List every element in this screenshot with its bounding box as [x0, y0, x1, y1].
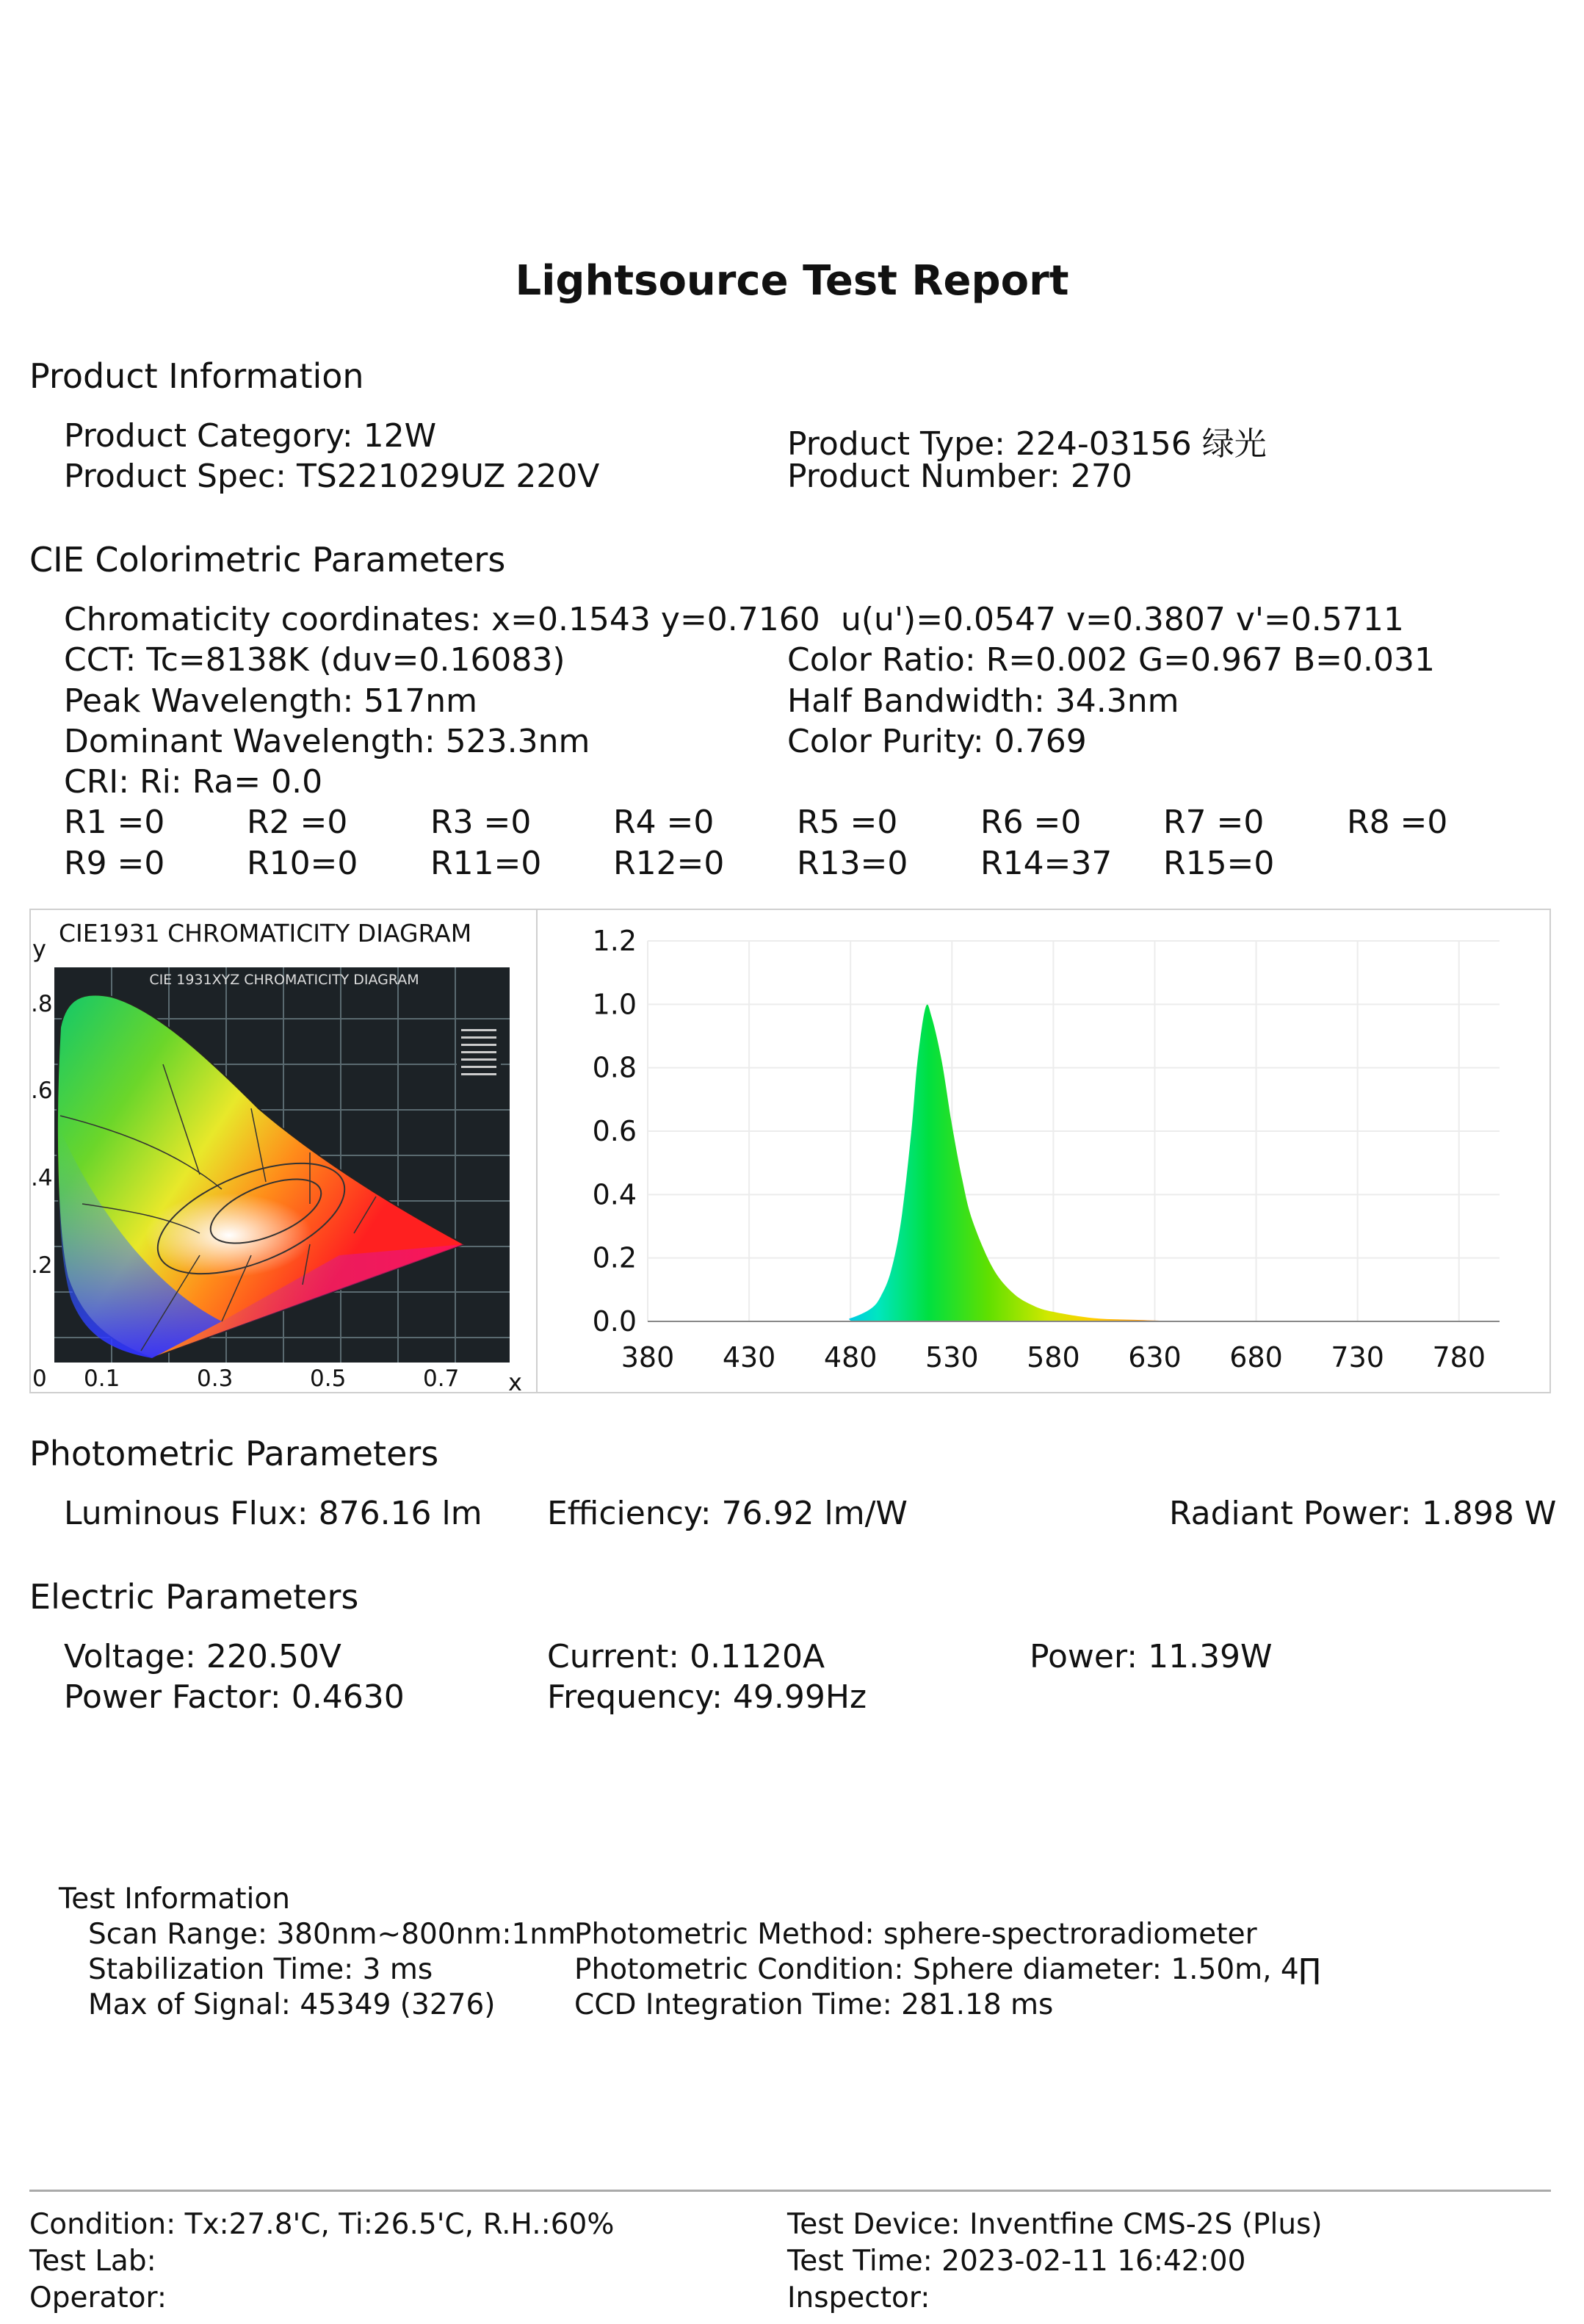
product-type: Product Type: 224-03156 绿光: [787, 425, 1267, 463]
white-point-region: [112, 1149, 391, 1288]
spectrum-curve: [648, 1005, 1500, 1321]
y-tick-label: 0.6: [592, 1115, 637, 1147]
cie-y-tick: .6: [31, 1078, 53, 1104]
footer-divider: [29, 2190, 1551, 2192]
r-value: R1 =0: [64, 804, 165, 841]
cie-y-tick: .8: [31, 991, 53, 1017]
x-tick-label: 480: [823, 1341, 878, 1374]
r-value: R3 =0: [430, 804, 532, 841]
footer-test-device: Test Device: Inventfine CMS-2S (Plus): [787, 2208, 1323, 2241]
cie-inner-title: CIE 1931XYZ CHROMATICITY DIAGRAM: [149, 972, 419, 988]
r-value: R14=37: [980, 845, 1113, 882]
footer-operator: Operator:: [29, 2281, 167, 2314]
cie-x-tick: 0.1: [84, 1365, 120, 1392]
cie-diagram: [31, 910, 535, 1392]
power-factor: Power Factor: 0.4630: [64, 1678, 405, 1716]
r-value: R5 =0: [797, 804, 898, 841]
cie-x-tick: 0.5: [310, 1365, 347, 1392]
cie-heading: CIE Colorimetric Parameters: [29, 540, 506, 580]
radiant-power: Radiant Power: 1.898 W: [1169, 1495, 1557, 1532]
r-value: R2 =0: [247, 804, 348, 841]
y-tick-label: 1.0: [592, 988, 637, 1021]
dominant-wavelength: Dominant Wavelength: 523.3nm: [64, 723, 590, 760]
max-signal: Max of Signal: 45349 (3276): [88, 1988, 496, 2021]
r-value: R9 =0: [64, 845, 165, 882]
y-tick-label: 0.8: [592, 1051, 637, 1084]
footer-inspector: Inspector:: [787, 2281, 930, 2314]
y-tick-label: 0.2: [592, 1241, 637, 1274]
product-number: Product Number: 270: [787, 458, 1132, 495]
photometric-heading: Photometric Parameters: [29, 1434, 439, 1473]
cie-x-tick: 0: [32, 1365, 47, 1392]
r-value: R13=0: [797, 845, 908, 882]
cie-legend-block: [457, 1024, 501, 1090]
x-tick-label: 730: [1331, 1341, 1384, 1374]
luminous-flux: Luminous Flux: 876.16 lm: [64, 1495, 482, 1532]
test-info-heading: Test Information: [59, 1883, 290, 1916]
uv-coordinates: u(u')=0.0547 v=0.3807 v'=0.5711: [841, 601, 1404, 638]
cie-y-tick: .4: [31, 1165, 53, 1191]
spectrum-grid: [648, 941, 1500, 1321]
r-value: R10=0: [247, 845, 358, 882]
power: Power: 11.39W: [1030, 1638, 1273, 1675]
scan-range: Scan Range: 380nm~800nm:1nm: [88, 1918, 576, 1951]
cie-diagram-title: CIE1931 CHROMATICITY DIAGRAM: [59, 919, 472, 948]
cie-y-axis-label: y: [32, 935, 46, 963]
color-ratio: Color Ratio: R=0.002 G=0.967 B=0.031: [787, 641, 1435, 679]
spectrum-ticks: [593, 925, 1486, 1374]
product-category: Product Category: 12W: [64, 417, 437, 455]
footer-condition: Condition: Tx:27.8'C, Ti:26.5'C, R.H.:60%: [29, 2208, 615, 2241]
peak-wavelength: Peak Wavelength: 517nm: [64, 682, 478, 720]
x-tick-label: 430: [722, 1341, 776, 1374]
r-value: R11=0: [430, 845, 542, 882]
product-info-heading: Product Information: [29, 356, 364, 396]
spectrum-chart: [538, 910, 1549, 1392]
x-tick-label: 680: [1229, 1341, 1283, 1374]
x-tick-label: 780: [1432, 1341, 1486, 1374]
cie-x-tick: 0.3: [197, 1365, 234, 1392]
x-tick-label: 580: [1027, 1341, 1080, 1374]
product-spec: Product Spec: TS221029UZ 220V: [64, 458, 600, 495]
cri-value: CRI: Ri: Ra= 0.0: [64, 763, 323, 801]
footer-test-time: Test Time: 2023-02-11 16:42:00: [787, 2245, 1246, 2278]
electric-heading: Electric Parameters: [29, 1577, 359, 1617]
r-value: R12=0: [613, 845, 725, 882]
y-tick-label: 1.2: [592, 925, 637, 957]
current: Current: 0.1120A: [547, 1638, 825, 1675]
voltage: Voltage: 220.50V: [64, 1638, 341, 1675]
photometric-method: Photometric Method: sphere-spectroradiometer: [574, 1918, 1257, 1951]
y-tick-label: 0.0: [592, 1305, 637, 1338]
footer-test-lab: Test Lab:: [29, 2245, 156, 2278]
r-value: R15=0: [1163, 845, 1275, 882]
r-value: R6 =0: [980, 804, 1082, 841]
ccd-integration-time: CCD Integration Time: 281.18 ms: [574, 1988, 1054, 2021]
cie-x-axis-label: x: [508, 1368, 522, 1392]
r-value: R7 =0: [1163, 804, 1265, 841]
y-tick-label: 0.4: [592, 1178, 637, 1211]
r-value: R4 =0: [613, 804, 715, 841]
cie-y-tick: .2: [31, 1252, 53, 1279]
x-tick-label: 530: [925, 1341, 979, 1374]
half-bandwidth: Half Bandwidth: 34.3nm: [787, 682, 1179, 720]
frequency: Frequency: 49.99Hz: [547, 1678, 867, 1716]
stabilization-time: Stabilization Time: 3 ms: [88, 1953, 433, 1986]
r-value: R8 =0: [1347, 804, 1448, 841]
cct-value: CCT: Tc=8138K (duv=0.16083): [64, 641, 565, 679]
report-title: Lightsource Test Report: [515, 257, 1069, 305]
photometric-condition: Photometric Condition: Sphere diameter: 1.50m, 4∏: [574, 1953, 1321, 1986]
x-tick-label: 630: [1128, 1341, 1182, 1374]
efficiency: Efficiency: 76.92 lm/W: [547, 1495, 908, 1532]
x-tick-label: 380: [621, 1341, 675, 1374]
color-purity: Color Purity: 0.769: [787, 723, 1087, 760]
cie-x-tick: 0.7: [423, 1365, 460, 1392]
chromaticity-coordinates: Chromaticity coordinates: x=0.1543 y=0.7160: [64, 601, 820, 638]
